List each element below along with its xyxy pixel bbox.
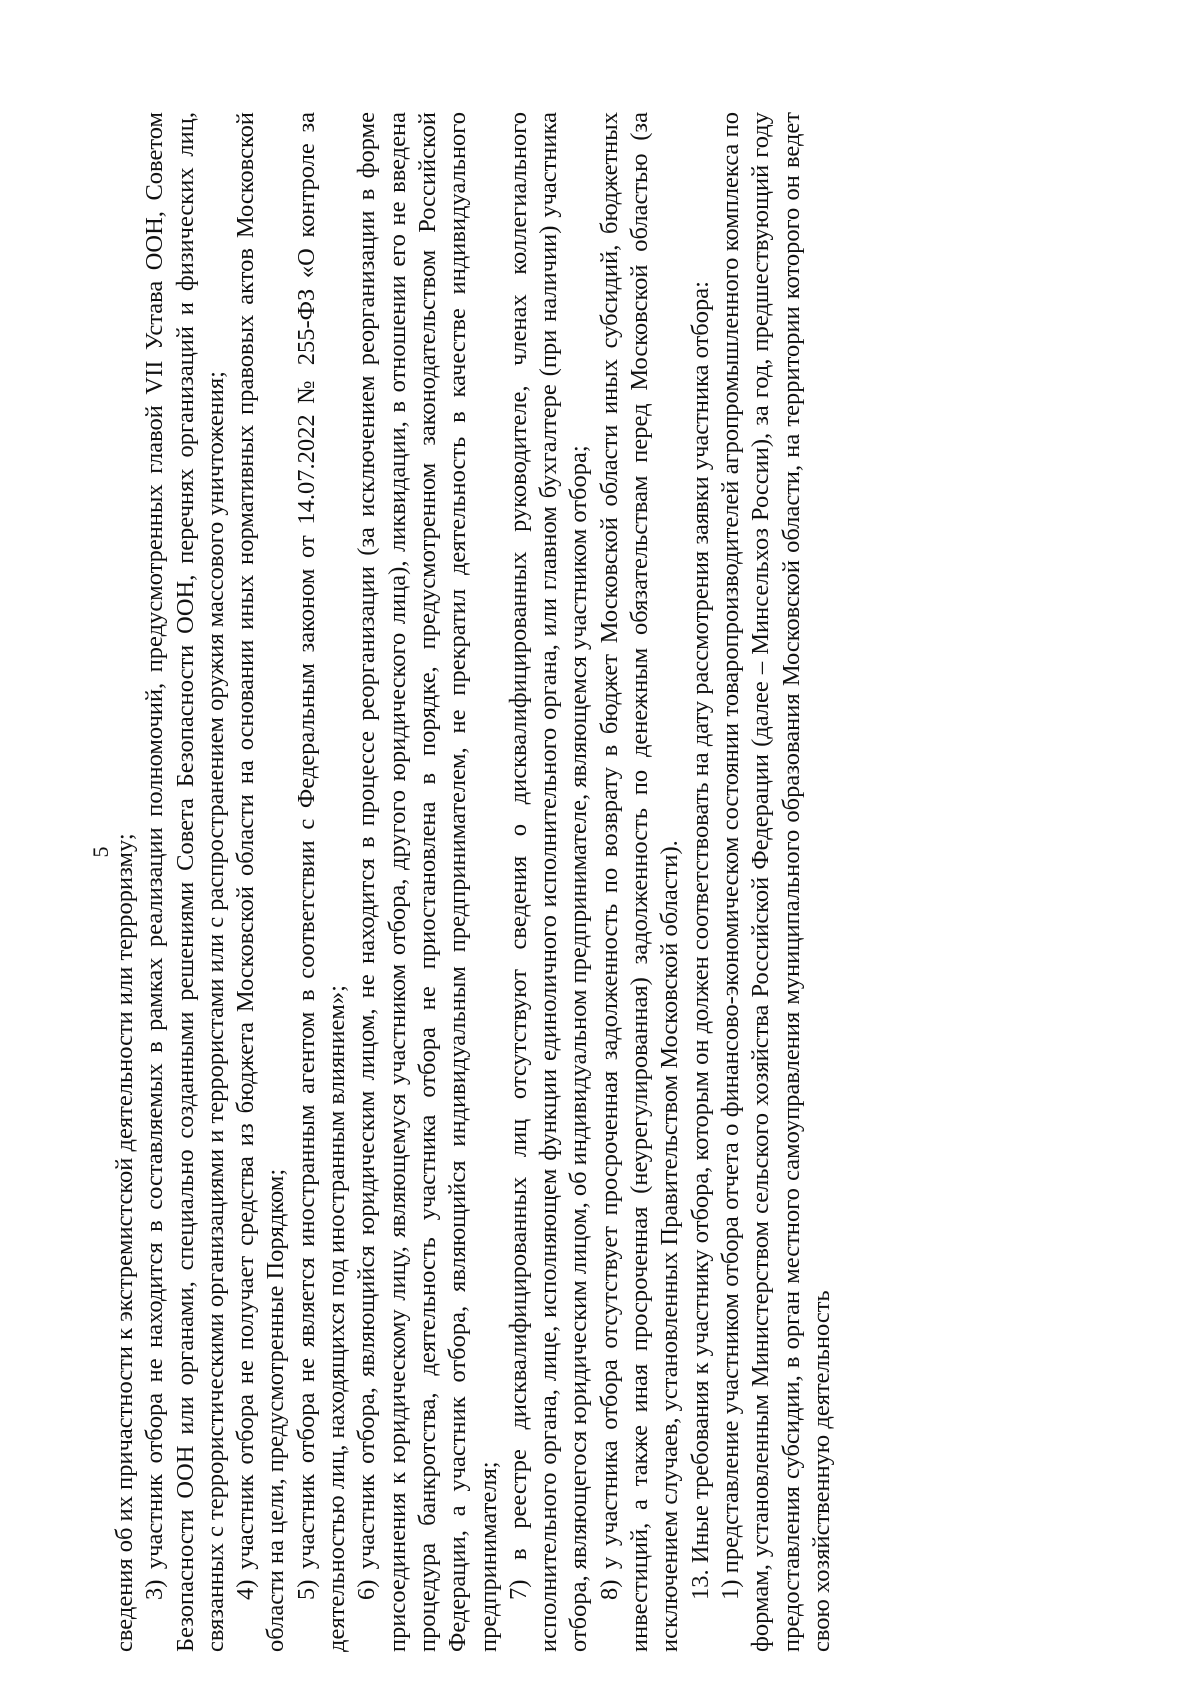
page-number: 5 [88, 846, 113, 858]
paragraph-item-3: 3) участник отбора не находится в составляемых в рамках реализации полномочий, предусмотренных главой VII Устава ООН, Советом Безопасности ООН или органами, специально созданными решениями Совета Безопасности ООН, перечнях организаций и физических лиц, связанных с террористическими организациями и террористами или с распространением оружия массового уничтожения; [141, 112, 229, 1652]
rotated-page-content [88, 92, 1068, 1652]
paragraph-continuation: сведения об их причастности к экстремистской деятельности или терроризму; [111, 833, 138, 1652]
paragraph-item-6: 6) участник отбора, являющийся юридическим лицом, не находится в процессе реорганизации (за исключением реорганизации в форме присоединения к юридическому лицу, являющемуся участником отбора, другого юридического лица), ликвидации, в отношении его не введена процедура банкротства, деятельность участника отбора не приостановлена в порядке, предусмотренном законодательством Российской Федерации, а участник отбора, являющийся индивидуальным предпринимателем, не прекратил деятельность в качестве индивидуального предпринимателя; [353, 112, 502, 1652]
paragraph-item-8: 8) у участника отбора отсутствует просроченная задолженность по возврату в бюджет Московской области иных субсидий, бюджетных инвестиций, а также иная просроченная (неурегулированная) задолженность по денежным обязательствам перед Московской областью (за исключением случаев, установленных Правительством Московской области). [595, 112, 684, 1652]
paragraph-item-4: 4) участник отбора не получает средства из бюджета Московской области на основании иных нормативных правовых актов Московской области на цели, предусмотренные Порядком; [232, 112, 290, 1652]
paragraph-item-5: 5) участник отбора не является иностранным агентом в соответствии с Федеральным законом от 14.07.2022 № 255-ФЗ «О контроле за деятельностью лиц, находящихся под иностранным влиянием»; [292, 112, 351, 1652]
paragraph-section-13: 13. Иные требования к участнику отбора, которым он должен соответствовать на дату рассмотрения заявки участника отбора: [686, 281, 714, 1600]
document-body [110, 112, 837, 1652]
paragraph-item-7: 7) в реестре дисквалифицированных лиц отсутствуют сведения о дисквалифицированных руководителе, членах коллегиального исполнительного органа, лице, исполняющем функции единоличного исполнительного органа, или главном бухгалтере (при наличии) участника отбора, являющегося юридическим лицом, об индивидуальном предпринимателе, являющемся участником отбора; [504, 112, 593, 1652]
paragraph-section-13-item-1: 1) представление участником отбора отчета о финансово-экономическом состоянии товаропроизводителей агропромышленного комплекса по формам, установленным Министерством сельского хозяйства Российской Федерации (далее – Минсельхоз России), за год, предшествующий году предоставления субсидии, в орган местного самоуправления муниципального образования Московской области, на территории которого он ведет свою хозяйственную деятельность [716, 112, 835, 1652]
